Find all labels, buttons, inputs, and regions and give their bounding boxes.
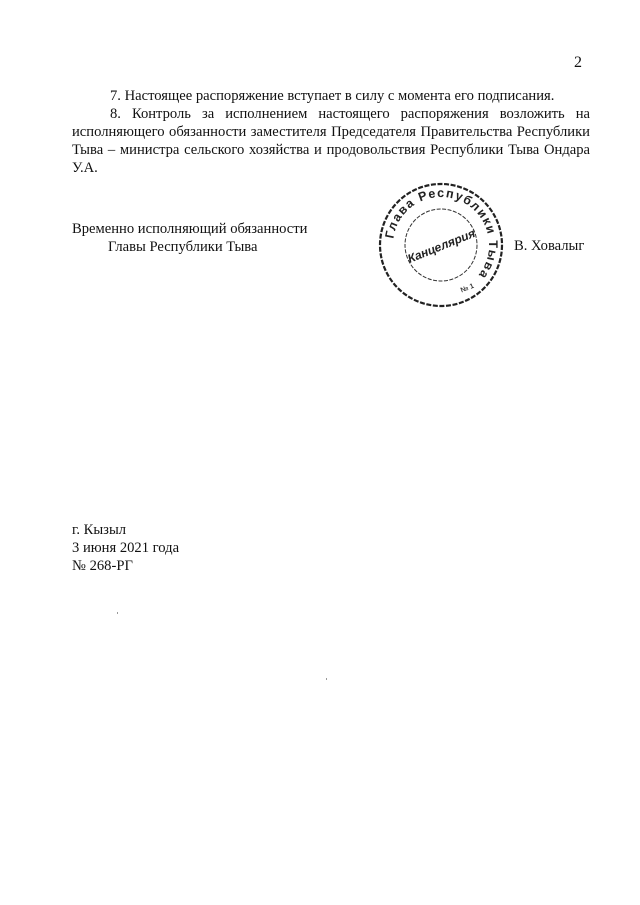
stamp-small-text: № 1	[459, 282, 476, 295]
stamp-center-text: Канцелярия	[405, 226, 478, 266]
document-date: 3 июня 2021 года	[72, 540, 180, 556]
page-number: 2	[574, 54, 582, 71]
signer-title	[72, 220, 307, 256]
stamp-ring-text: Глава Республики Тыва	[382, 185, 501, 283]
scan-speck	[326, 678, 327, 680]
signer-title-line1: Временно исполняющий обязанности	[72, 221, 308, 237]
signer-name: В. Ховалыг	[514, 238, 585, 254]
paragraph-8: 8. Контроль за исполнением настоящего распоряжения возложить на исполняющего обязанности заместителя Председателя Правительства Республики Тыва – министра сельского хозяйства и продовольствия Республики Тыва Ондара У.А.	[72, 106, 590, 176]
place-date-block	[72, 521, 179, 575]
office-stamp	[376, 180, 506, 310]
city: г. Кызыл	[72, 522, 127, 538]
paragraph-7: 7. Настоящее распоряжение вступает в силу с момента его подписания.	[110, 88, 555, 104]
document-number: № 268-РГ	[72, 558, 133, 574]
scan-speck	[117, 612, 118, 614]
signer-title-line2: Главы Республики Тыва	[108, 239, 258, 255]
